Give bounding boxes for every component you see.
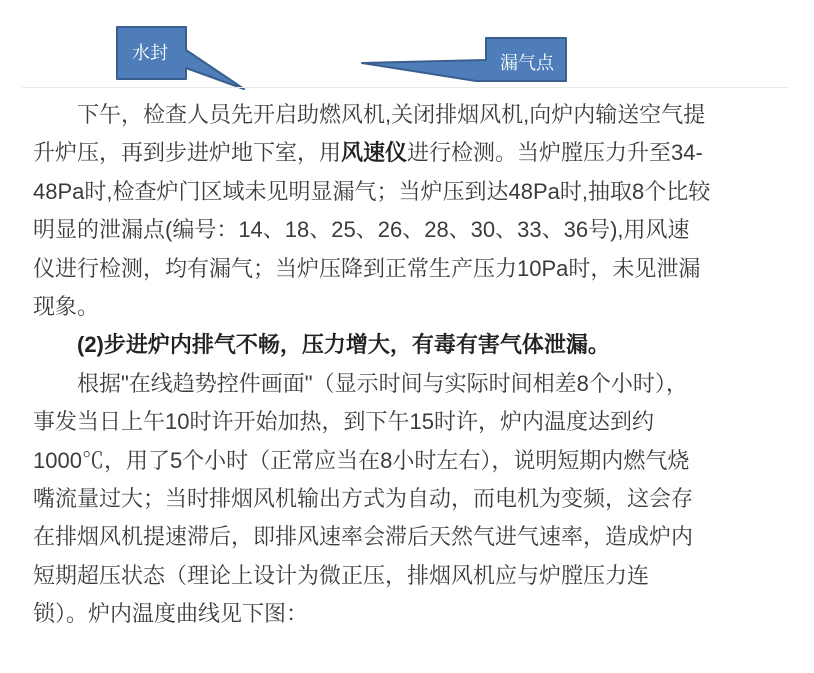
text-line: 升炉压，再到步进炉地下室，用风速仪进行检测。当炉膛压力升至34- [33, 140, 703, 166]
text-line: 短期超压状态（理论上设计为微正压，排烟风机应与炉膛压力连 [33, 562, 650, 588]
water-seal-callout-label: 水封 [132, 43, 168, 63]
text-line: 仪进行检测，均有漏气；当炉压降到正常生产压力10Pa时，未见泄漏 [33, 255, 701, 281]
document-body [33, 96, 710, 634]
text-line: (2)步进炉内排气不畅，压力增大，有毒有害气体泄漏。 [77, 332, 610, 358]
text-line: 在排烟风机提速滞后，即排风速率会滞后天然气进气速率，造成炉内 [33, 524, 694, 550]
text-line: 现象。 [33, 294, 100, 320]
text-line: 事发当日上午10时许开始加热，到下午15时许，炉内温度达到约 [33, 409, 654, 435]
text-line: 锁）。炉内温度曲线见下图： [33, 601, 309, 627]
text-line: 下午，检查人员先开启助燃风机,关闭排烟风机,向炉内输送空气提 [77, 102, 706, 127]
text-line: 明显的泄漏点(编号：14、18、25、26、28、30、33、36号),用风速 [33, 217, 690, 243]
paragraph [33, 326, 710, 364]
text-line: 嘴流量过大；当时排烟风机输出方式为自动，而电机为变频，这会存 [33, 486, 694, 512]
leak-point-callout-label: 漏气点 [500, 53, 554, 73]
text-line: 48Pa时,检查炉门区域未见明显漏气；当炉压到达48Pa时,抽取8个比较 [33, 178, 711, 204]
text-line: 根据"在线趋势控件画面"（显示时间与实际时间相差8个小时）， [77, 370, 688, 396]
paragraph [33, 365, 710, 634]
text-line: 1000℃，用了5个小时（正常应当在8小时左右），说明短期内燃气烧 [33, 447, 690, 473]
paragraph [33, 96, 710, 326]
callout-layer [0, 0, 814, 100]
image-bottom-border [22, 87, 789, 88]
